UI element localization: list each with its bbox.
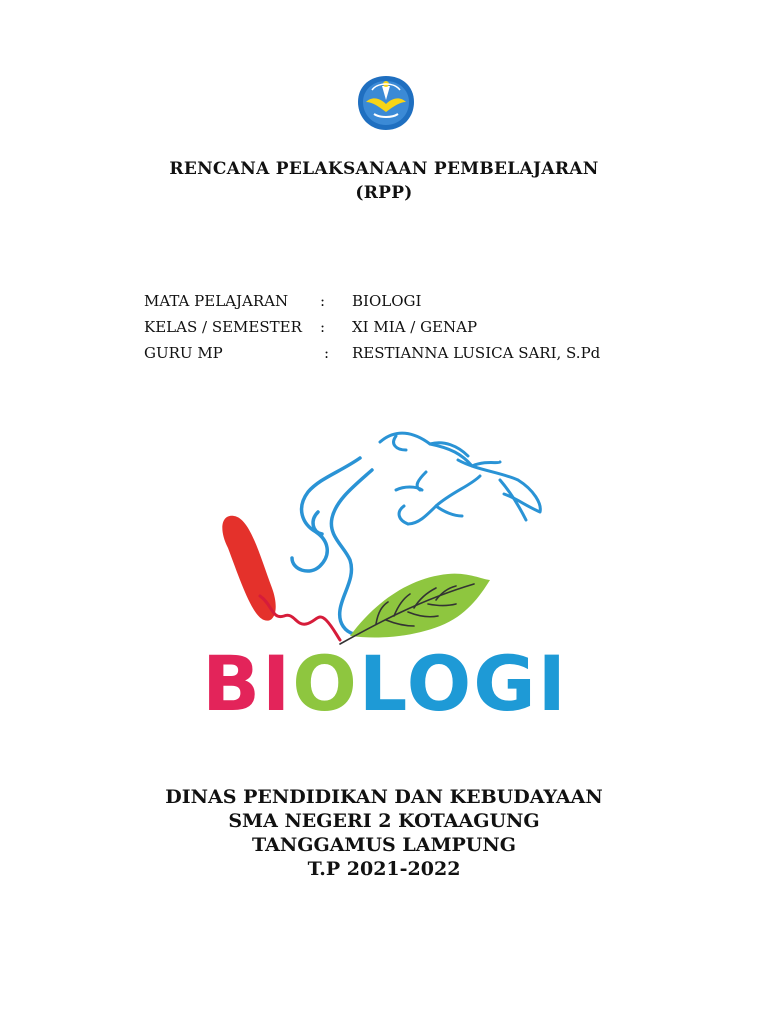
- biologi-logo: [200, 420, 570, 720]
- info-row-class: [144, 318, 664, 344]
- biologi-wordmark: [202, 639, 568, 720]
- info-row-subject: [144, 292, 664, 318]
- logo-letter: L: [358, 639, 407, 720]
- tut-wuri-handayani-emblem: [352, 72, 420, 134]
- info-colon: :: [324, 344, 330, 362]
- info-value: XI MIA / GENAP: [352, 318, 478, 336]
- logo-letter: I: [537, 639, 568, 720]
- info-colon: :: [320, 318, 326, 336]
- bird-illustration: [380, 433, 540, 524]
- info-label: KELAS / SEMESTER: [144, 318, 302, 336]
- footer-location: TANGGAMUS LAMPUNG: [252, 834, 516, 856]
- logo-letter: B: [202, 639, 263, 720]
- info-value: BIOLOGI: [352, 292, 422, 310]
- info-row-teacher: [144, 344, 664, 370]
- footer-school: SMA NEGERI 2 KOTAAGUNG: [228, 810, 540, 832]
- info-table: [144, 292, 664, 370]
- logo-letter: O: [292, 639, 359, 720]
- info-label: MATA PELAJARAN: [144, 292, 289, 310]
- footer-institution: DINAS PENDIDIKAN DAN KEBUDAYAAN: [165, 786, 603, 808]
- logo-letter: O: [406, 639, 474, 720]
- document-title: RENCANA PELAKSANAAN PEMBELAJARAN: [169, 159, 599, 179]
- info-colon: :: [320, 292, 326, 310]
- footer-academic-year: T.P 2021-2022: [307, 858, 461, 880]
- info-label: GURU MP: [144, 344, 223, 362]
- logo-letter: I: [262, 639, 293, 720]
- info-value: RESTIANNA LUSICA SARI, S.Pd: [352, 344, 601, 362]
- logo-letter: G: [473, 639, 538, 720]
- vine-illustration: [292, 458, 372, 634]
- document-subtitle: (RPP): [355, 183, 413, 203]
